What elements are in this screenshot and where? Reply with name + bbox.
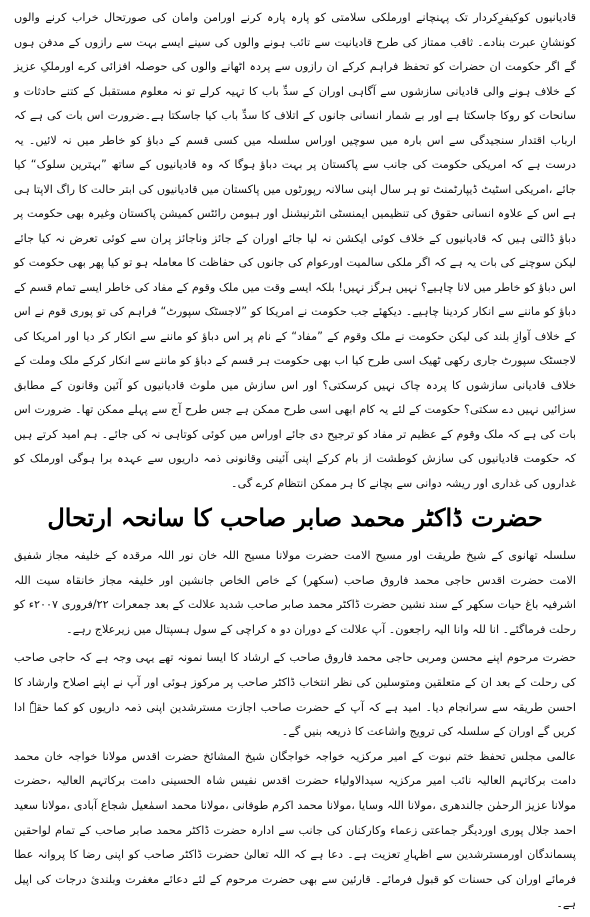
obituary-paragraph: سلسلہ تھانوی کے شیخ طریقت اور مسیح الامت حضرت مولانا مسیح اللہ خان نور اللہ مرقدہ کے خلیفہ مجاز شفیق الامت حضرت اقدس حاجی محمد فاروق صاحب (سکھر) کے خاص الخاص جانشین اور خلیفہ مجاز خانقاہ سیت اللہ اشرفیہ باغ حیات سکھر کے سند نشین حضرت ڈاکٹر محمد صابر صاحب شدید علالت کے بعد جمعرات ۲۲/فروری ۲۰۰۷ء کو رحلت فرماگئے۔ انا للہ وانا الیہ راجعون۔ آپ علالت کے دوران دو ہ کراچی کے سول ہسپتال میں زیرعلاج رہے۔ bbox=[14, 549, 576, 636]
intro-paragraph: قادیانیوں کوکیفرِکردار تک پہنچانے اورملکی سلامتی کو پارہ پارہ کرنے اورامن وامان کی صورتحال خراب کرنے والوں کونشانِ عبرت بنادے۔ ثاقب ممتاز کی طرح قادیانیت سے تائب ہونے والوں کی سینے ایسے بہت سے رازوں کے مدفن ہوں گے اگر حکومت ان حضرات کو تحفظ فراہم کرکے ان رازوں سے پردہ اٹھانے والوں کی حوصلہ افزائی کرے اورملکِ عزیز کے خلاف ہونے والی قادیانی سازشوں سے آگاہی اوران کے سدِّ باب کا تہیہ کرلے تو نہ معلوم مستقبل کے کتنے حادثات و سانحات کو روکا جاسکتا ہے اور بے شمار انسانی جانوں کے اتلاف کا سدِّ باب کیا جاسکتا ہے۔ضرورت اس بات کی ہے کہ ارباب اقتدار سنجیدگی سے اس بارہ میں سوچیں اوراس سلسلہ میں کسی قسم کے دباؤ کو خاطر میں نہ لائیں۔ یہ درست ہے کہ امریکی حکومت کی جانب سے پاکستان پر بہت دباؤ ہوگا کہ وہ قادیانیوں کے ساتھ ”بہترین سلوک“ کیا جائے ،امریکی اسٹیٹ ڈیپارٹمنٹ تو ہر سال اپنی سالانہ رپورٹوں میں پاکستان میں قادیانیوں کی ابتر حالت کا راگ الاپتا ہی ہے اس کے علاوہ انسانی حقوق کی تنظیمیں ایمنسٹی انٹرنیشنل اور ہیومن رائٹس کمیشن پاکستان وغیرہ بھی حکومت پر دباؤ ڈالتی ہیں کہ قادیانیوں کے خلاف کوئی ایکشن نہ لیا جائے اوران کے جائز وناجائز پران سے کوئی تعرض نہ کیا جائے لیکن سوچنے کی بات یہ ہے کہ اگر ملکی سالمیت اورعوام کی جانوں کی حفاظت کا معاملہ ہو تو کیا پھر بھی حکومت کو اس دباؤ کو خاطر میں لانا چاہیے؟ نہیں ہرگز نہیں! بلکہ ایسے وقت میں ملک وقوم کے مفاد کی خاطر ایسے تمام قسم کے دباؤ کو ماننے سے انکار کردینا چاہیے۔ دیکھئے جب حکومت نے امریکا کو ”لاجسٹک سپورٹ“ فراہم کی تو پوری قوم نے اس کے خلاف آوازِ بلند کی لیکن حکومت نے ملک وقوم کے ”مفاد“ کے نام پر اس دباؤ کو ماننے سے انکار کر دیا اور امریکا کی لاجسٹک سپورٹ جاری رکھی ٹھیک اسی طرح کیا اب بھی حکومت ہر قسم کے دباؤ کو ماننے سے انکار کرکے ملک وملت کے خلاف قادیانی سازشوں کا پردہ چاک نہیں کرسکتی؟ اور اس سازش میں ملوث قادیانیوں کو آئین وقانون کے مطابق سزائیں نہیں دے سکتی؟ حکومت کے لئے یہ کام ابھی اسی طرح ممکن ہے جس طرح آج سے پہلے ممکن تھا۔ ضرورت اس بات کی ہے کہ ملک وقوم کے عظیم تر مفاد کو ترجیح دی جائے اوراس میں کوئی کوتاہی نہ کی جائے۔ ہم امید کرتے ہیں کہ حکومت قادیانیوں کی سازش کوطشت از بام کرکے اپنی آئینی وقانونی ذمہ داریوں سے عہدہ برا ہوگی اورملک کو غداروں کی غداری اور ریشہ دوانی سے بچانے کا ہر ممکن انتظام کرے گی۔ bbox=[14, 11, 576, 490]
condolence-paragraph: عالمی مجلس تحفظ ختم نبوت کے امیر مرکزیہ خواجہ خواجگان شیخ المشائخ حضرت اقدس مولانا خواجہ خان محمد دامت برکاتہم العالیہ نائب امیر مرکزیہ سیدالاولیاء حضرت اقدس نفیس شاہ الحسینی دامت برکاتہم العالیہ ،حضرت مولانا عزیز الرحمٰن جالندھری ،مولانا اللہ وسایا ،مولانا محمد اکرم طوفانی ،مولانا محمد اسمٰعیل شجاع آبادی ،مولانا سعید احمد جلال پوری اوردیگر جماعتی زعماء وکارکنان کی جانب سے ادارہ حضرت ڈاکٹر محمد صابر صاحب کے تمام لواحقین پسماندگان اورمسترشدین سے اظہارِ تعزیت ہے۔ دعا ہے کہ اللہ تعالیٰ حضرت ڈاکٹر صاحب کو اپنی رضا کا پروانہ عطا فرمائے اوران کی حسنات کو قبول فرمائے۔ قارئین سے بھی حضرت مرحوم کے لئے دعائے مغفرت وبلندیٔ درجات کی اپیل ہے۔ bbox=[14, 749, 576, 911]
successor-paragraph: حضرت مرحوم اپنے محسن ومربی حاجی محمد فاروق صاحب کے ارشاد کا ایسا نمونہ تھے یہی وجہ ہے کہ حاجی صاحب کی رحلت کے بعد ان کے متعلقین ومتوسلین کی نظر انتخاب ڈاکٹر صاحب پر مرکوز ہوئی اور آپ نے اپنے اصلاح وارشاد کا احسن طریقہ سے سرانجام دیا۔ امید ہے کہ آپ کے حضرت صاحب اجازت مسترشدین اپنی ذمہ داریوں کو کما حقہٗ ادا کریں گے اوران کے سلسلہ کی ترویج واشاعت کا ذریعہ بنیں گے۔ bbox=[14, 651, 576, 739]
obituary-heading: حضرت ڈاکٹر محمد صابر صاحب کا سانحہ ارتحال bbox=[47, 503, 543, 532]
